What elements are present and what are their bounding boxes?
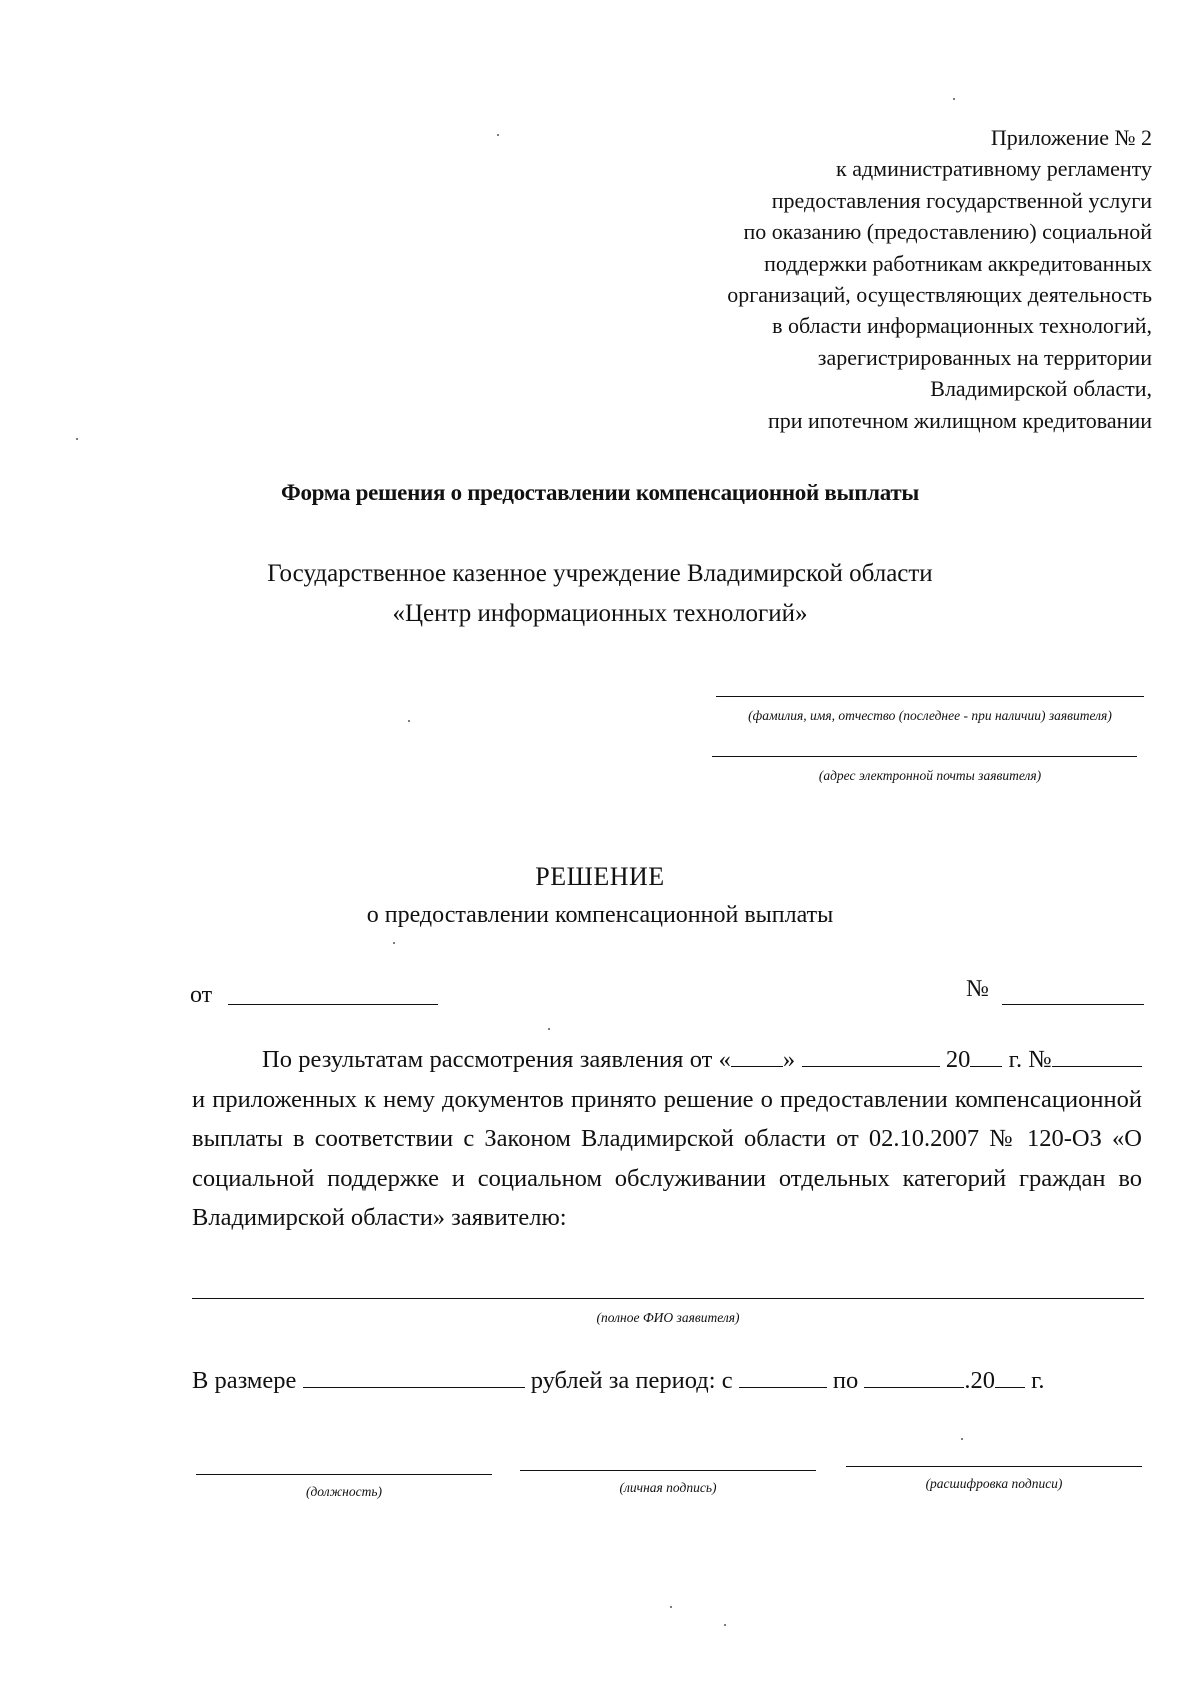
signature-caption: (личная подпись) xyxy=(619,1480,717,1495)
scan-speck xyxy=(393,942,395,944)
signature-decoding-field[interactable] xyxy=(846,1466,1142,1467)
intro-year: 20 xyxy=(945,1046,971,1073)
period-start-field[interactable] xyxy=(739,1369,827,1388)
scan-speck xyxy=(670,1606,672,1608)
appendix-line: Приложение № 2 xyxy=(990,125,1152,150)
signature-field[interactable] xyxy=(520,1470,816,1471)
amount-currency-period: рублей за период: с xyxy=(530,1367,733,1394)
amount-label: В размере xyxy=(192,1367,297,1394)
number-sign: № xyxy=(1028,1046,1052,1073)
period-end-field[interactable] xyxy=(864,1369,964,1388)
organization-line-1: Государственное казенное учреждение Владимирской области xyxy=(267,560,933,587)
decision-date-label: от xyxy=(190,982,213,1008)
applicant-email-field[interactable] xyxy=(712,756,1137,757)
position-caption: (должность) xyxy=(305,1484,382,1499)
period-year: .20 xyxy=(964,1367,995,1394)
appendix-line: Владимирской области, xyxy=(930,376,1152,402)
amount-field[interactable] xyxy=(303,1369,525,1388)
appendix-line: поддержки работникам аккредитованных xyxy=(764,250,1152,276)
decision-number-label: № xyxy=(966,976,989,1002)
applicant-fullname-caption: (полное ФИО заявителя) xyxy=(596,1310,740,1325)
application-day-field[interactable] xyxy=(731,1048,783,1067)
applicant-name-field[interactable] xyxy=(716,696,1144,697)
period-year-suffix: г. xyxy=(1031,1367,1045,1394)
appendix-line: предоставления государственной услуги xyxy=(771,187,1152,213)
organization-name xyxy=(0,554,1200,634)
paragraph-rest: и приложенных к нему документов принято решение о предоставлении компенсационной выплаты в соответствии с Законом Владимирской области от 02.10.2007 № 120-ОЗ «О социальной поддержке и социальном обслуживании отдельных категорий граждан во Владимирской области» заявителю: xyxy=(192,1085,1142,1232)
scan-speck xyxy=(497,134,499,136)
applicant-email-caption: (адрес электронной почты заявителя) xyxy=(818,768,1042,783)
appendix-line: при ипотечном жилищном кредитовании xyxy=(767,407,1152,433)
appendix-line: зарегистрированных на территории xyxy=(817,344,1152,370)
organization-line-2: «Центр информационных технологий» xyxy=(392,600,808,627)
period-year-field[interactable] xyxy=(995,1369,1025,1388)
decision-paragraph xyxy=(192,1040,1142,1238)
scan-speck xyxy=(408,720,410,722)
signature-decoding-caption: (расшифровка подписи) xyxy=(925,1476,1063,1491)
appendix-line: организаций, осуществляющих деятельность xyxy=(727,282,1152,308)
scan-speck xyxy=(953,98,955,100)
scan-speck xyxy=(76,438,78,440)
appendix-line: в области информационных технологий, xyxy=(772,313,1152,339)
scan-speck xyxy=(724,1624,726,1626)
application-number-field[interactable] xyxy=(1052,1048,1142,1067)
intro-text: По результатам рассмотрения заявления от « xyxy=(262,1046,731,1073)
period-to-label: по xyxy=(832,1367,859,1394)
position-field[interactable] xyxy=(196,1474,492,1475)
decision-date-field[interactable] xyxy=(228,1004,438,1005)
appendix-line: по оказанию (предоставлению) социальной xyxy=(743,219,1152,245)
intro-year-suffix: г. xyxy=(1008,1046,1023,1073)
appendix-header xyxy=(532,122,1152,436)
appendix-line: к административному регламенту xyxy=(836,156,1152,182)
decision-body xyxy=(192,1040,1142,1238)
application-month-field[interactable] xyxy=(802,1048,940,1067)
scan-speck xyxy=(961,1438,963,1440)
decision-subtitle: о предоставлении компенсационной выплаты xyxy=(366,902,834,928)
quote-close: » xyxy=(782,1046,796,1073)
applicant-fullname-field[interactable] xyxy=(192,1298,1144,1299)
form-title: Форма решения о предоставлении компенсационной выплаты xyxy=(280,480,920,505)
decision-title: РЕШЕНИЕ xyxy=(535,862,665,891)
amount-row xyxy=(192,1367,1142,1395)
applicant-name-caption: (фамилия, имя, отчество (последнее - при наличии) заявителя) xyxy=(748,708,1112,723)
decision-number-field[interactable] xyxy=(1002,1004,1144,1005)
application-year-field[interactable] xyxy=(970,1048,1002,1067)
scan-speck xyxy=(548,1028,550,1030)
